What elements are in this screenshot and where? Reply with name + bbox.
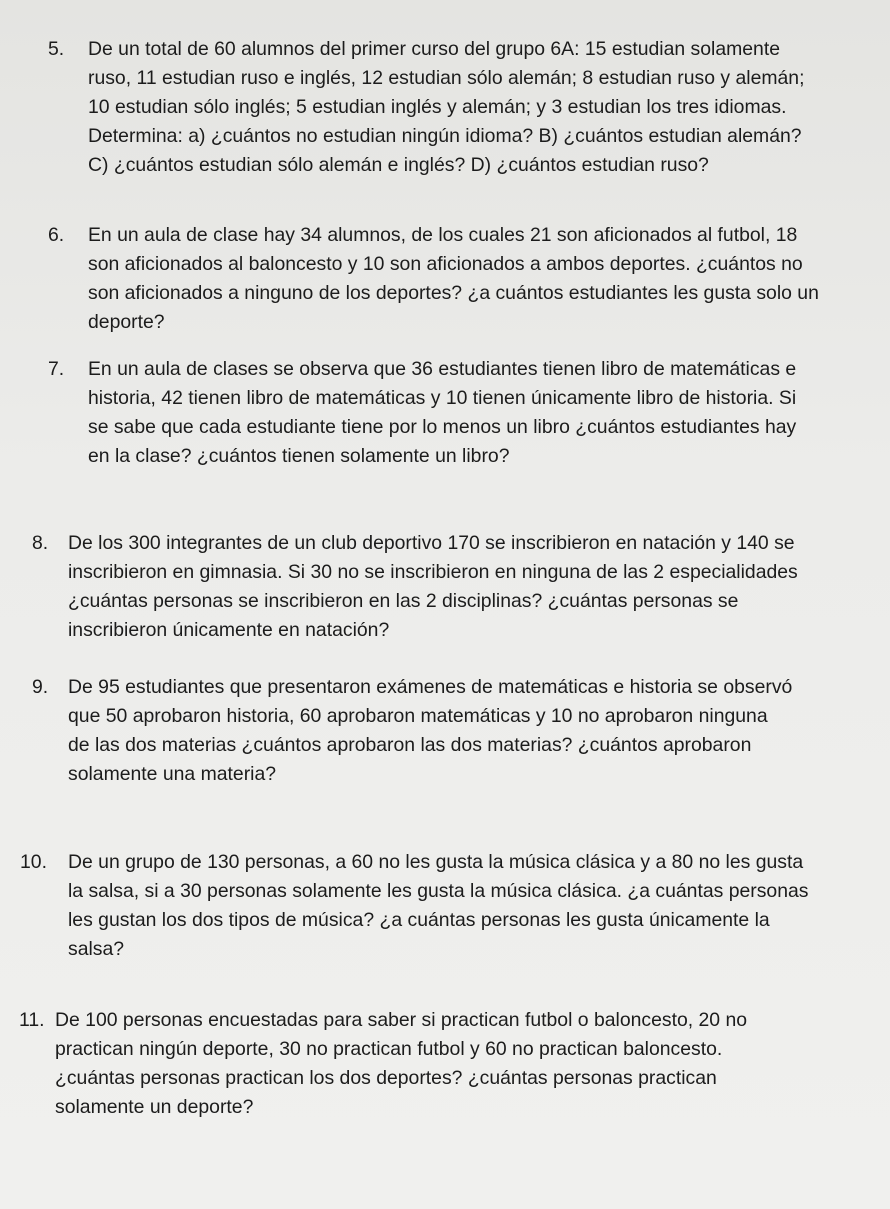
problem-line: 10 estudian sólo inglés; 5 estudian inglés y alemán; y 3 estudian los tres idiomas. — [88, 96, 787, 118]
problem-line: inscribieron en gimnasia. Si 30 no se inscribieron en ninguna de las 2 especialidades — [68, 561, 798, 583]
problem-line: son aficionados a ninguno de los deportes? ¿a cuántos estudiantes les gusta solo un — [88, 282, 819, 304]
problem-line: solamente un deporte? — [55, 1096, 254, 1118]
problem-8 — [32, 529, 828, 645]
problem-7 — [48, 355, 828, 471]
problem-5 — [48, 35, 828, 180]
problem-number: 9. — [32, 676, 49, 698]
problem-line: ¿cuántas personas practican los dos deportes? ¿cuántas personas practican — [55, 1067, 717, 1089]
problem-line: De 95 estudiantes que presentaron exámenes de matemáticas e historia se observó — [68, 676, 793, 698]
problem-line: la salsa, si a 30 personas solamente les gusta la música clásica. ¿a cuántas personas — [68, 880, 809, 902]
problem-line: en la clase? ¿cuántos tienen solamente un libro? — [88, 445, 510, 467]
problem-line: les gustan los dos tipos de música? ¿a cuántas personas les gusta únicamente la — [68, 909, 770, 931]
problem-line: salsa? — [68, 938, 125, 960]
problem-line: ruso, 11 estudian ruso e inglés, 12 estudian sólo alemán; 8 estudian ruso y alemán; — [88, 67, 805, 89]
problem-line: solamente una materia? — [68, 763, 277, 785]
problem-number: 5. — [48, 38, 65, 60]
problem-line: De un total de 60 alumnos del primer curso del grupo 6A: 15 estudian solamente — [88, 38, 781, 60]
problem-number: 10. — [20, 851, 47, 873]
problem-line: Determina: a) ¿cuántos no estudian ningún idioma? B) ¿cuántos estudian alemán? — [88, 125, 802, 147]
problem-number: 7. — [48, 358, 65, 380]
problem-line: son aficionados al baloncesto y 10 son aficionados a ambos deportes. ¿cuántos no — [88, 253, 803, 275]
problem-line: ¿cuántas personas se inscribieron en las 2 disciplinas? ¿cuántas personas se — [68, 590, 739, 612]
problem-11 — [19, 1006, 830, 1122]
problem-number: 8. — [32, 532, 49, 554]
problem-line: En un aula de clase hay 34 alumnos, de los cuales 21 son aficionados al futbol, 18 — [88, 224, 798, 246]
problem-line: deporte? — [88, 311, 165, 333]
problem-number: 11. — [19, 1009, 45, 1031]
problem-line: practican ningún deporte, 30 no practican futbol y 60 no practican baloncesto. — [55, 1038, 723, 1060]
problem-number: 6. — [48, 224, 65, 246]
problem-6 — [48, 221, 828, 337]
problem-line: historia, 42 tienen libro de matemáticas y 10 tienen únicamente libro de historia. Si — [88, 387, 797, 409]
problem-line: C) ¿cuántos estudian sólo alemán e inglés? D) ¿cuántos estudian ruso? — [88, 154, 709, 176]
problem-line: de las dos materias ¿cuántos aprobaron las dos materias? ¿cuántos aprobaron — [68, 734, 752, 756]
problem-9 — [32, 673, 828, 789]
problem-line: que 50 aprobaron historia, 60 aprobaron matemáticas y 10 no aprobaron ninguna — [68, 705, 768, 727]
problem-line: De un grupo de 130 personas, a 60 no les gusta la música clásica y a 80 no les gusta — [68, 851, 804, 873]
problem-10 — [20, 848, 828, 964]
problem-line: De 100 personas encuestadas para saber si practican futbol o baloncesto, 20 no — [55, 1009, 748, 1031]
problem-line: De los 300 integrantes de un club deportivo 170 se inscribieron en natación y 140 se — [68, 532, 795, 554]
problem-line: inscribieron únicamente en natación? — [68, 619, 390, 641]
problem-line: se sabe que cada estudiante tiene por lo menos un libro ¿cuántos estudiantes hay — [88, 416, 797, 438]
problem-line: En un aula de clases se observa que 36 estudiantes tienen libro de matemáticas e — [88, 358, 797, 380]
